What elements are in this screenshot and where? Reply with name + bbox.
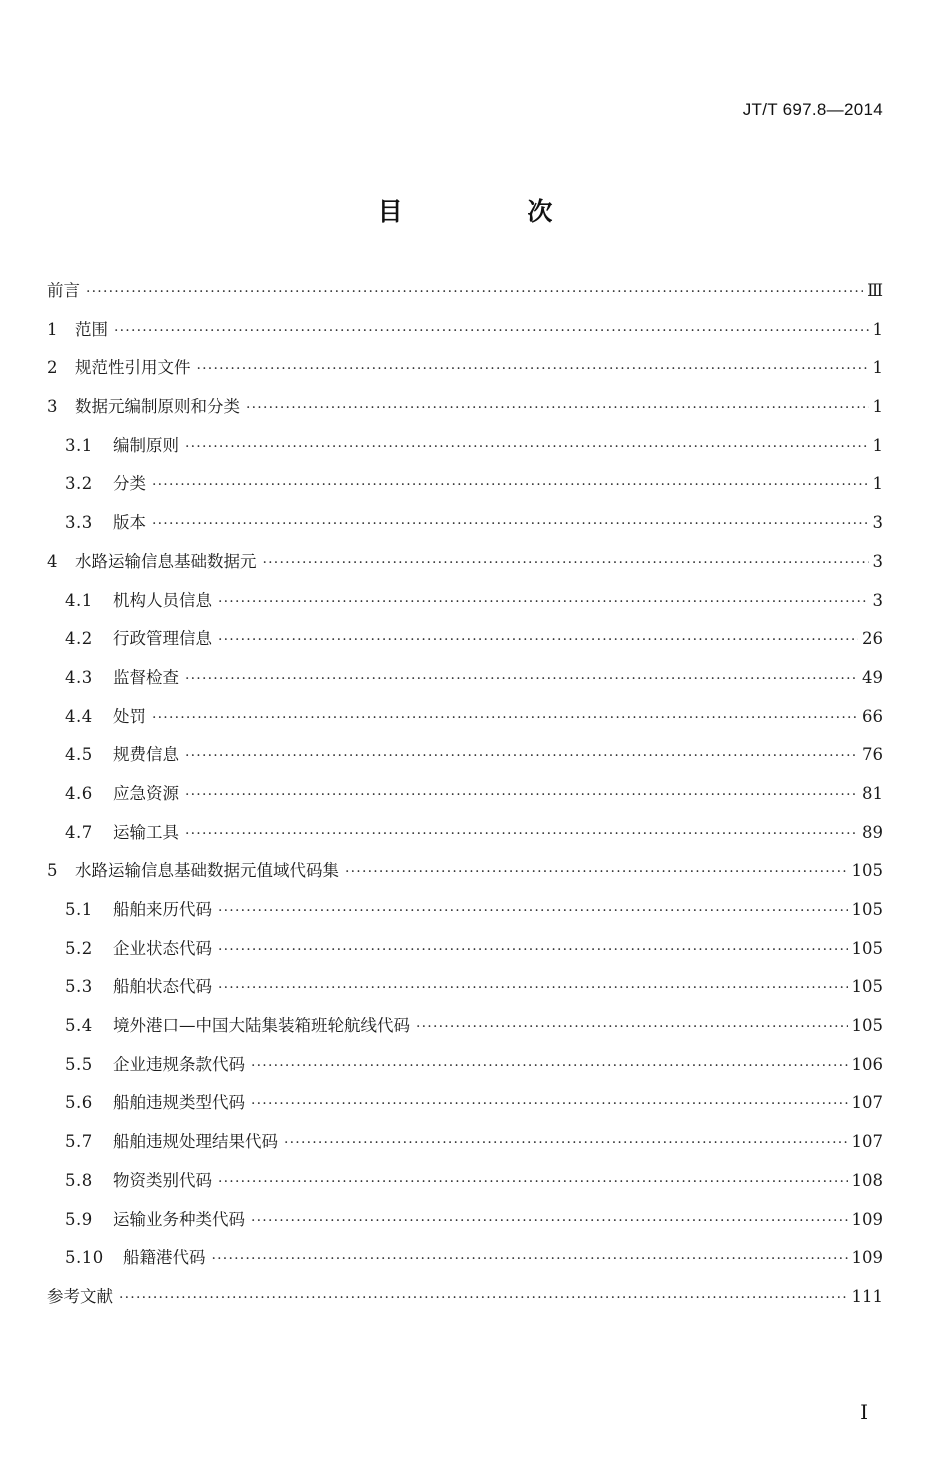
toc-entry-label: 船舶状态代码 [113, 977, 212, 997]
toc-entry[interactable] [47, 935, 883, 974]
toc-entry-number: 4 [47, 551, 58, 571]
toc-entry-number: 5.5 [65, 1054, 93, 1074]
toc-dot-leader [345, 864, 848, 880]
toc-entry-page: 3 [872, 513, 883, 533]
toc-entry-label: 船舶来历代码 [113, 900, 212, 919]
toc-entry-page: 3 [872, 551, 883, 571]
toc-entry-page: 105 [851, 938, 883, 958]
toc-dot-leader [152, 516, 869, 532]
toc-entry[interactable] [47, 664, 883, 703]
toc-entry-number: 5.3 [65, 977, 93, 997]
toc-dot-leader [284, 1135, 848, 1151]
toc-dot-leader [246, 400, 869, 416]
toc-entry-label: 规费信息 [113, 745, 179, 765]
toc-entry-number: 2 [47, 358, 58, 378]
toc-entry-number: 3.2 [65, 474, 93, 494]
document-code: JT/T 697.8—2014 [742, 100, 883, 119]
toc-entry-label: 运输工具 [113, 822, 179, 842]
toc-entry-page: 49 [862, 667, 883, 687]
toc-dot-leader [86, 284, 863, 300]
toc-entry-page: 105 [851, 1016, 883, 1036]
toc-entry-label: 行政管理信息 [113, 629, 212, 649]
toc-entry-number: 3.1 [65, 435, 93, 455]
toc-dot-leader [185, 826, 858, 842]
toc-dot-leader [251, 1058, 848, 1074]
toc-entry[interactable] [47, 819, 883, 858]
toc-dot-leader [251, 1213, 848, 1229]
toc-entry-page: 108 [851, 1170, 883, 1190]
toc-dot-leader [197, 361, 869, 377]
toc-entry-label: 物资类别代码 [113, 1170, 212, 1190]
toc-entry[interactable] [47, 857, 883, 896]
toc-entry-label: 规范性引用文件 [75, 358, 191, 378]
toc-entry-page: 109 [851, 1209, 883, 1229]
toc-entry-number: 1 [47, 319, 58, 339]
toc-entry[interactable] [47, 509, 883, 548]
toc-entry-number: 5.6 [65, 1093, 93, 1113]
toc-entry-label: 应急资源 [113, 783, 179, 803]
toc-entry-number: 5.8 [65, 1170, 93, 1190]
toc-entry[interactable] [47, 1128, 883, 1167]
toc-entry[interactable] [47, 470, 883, 509]
toc-entry-number: 5.9 [65, 1209, 93, 1229]
toc-entry[interactable] [47, 1244, 883, 1283]
toc-entry[interactable] [47, 393, 883, 432]
toc-dot-leader [152, 477, 869, 493]
toc-entry-page: 105 [851, 900, 883, 919]
toc-entry-label: 前言 [47, 281, 80, 300]
toc-entry-number: 5.1 [65, 900, 93, 919]
toc-entry-label: 企业违规条款代码 [113, 1054, 245, 1074]
toc-entry-number: 5.7 [65, 1132, 93, 1152]
toc-entry-label: 监督检查 [113, 667, 179, 687]
page-number: I [860, 1400, 868, 1424]
toc-entry-label: 境外港口—中国大陆集装箱班轮航线代码 [113, 1016, 410, 1036]
toc-entry[interactable] [47, 1012, 883, 1051]
toc-entry-page: 1 [872, 319, 883, 339]
toc-entry-label: 运输业务种类代码 [113, 1209, 245, 1229]
toc-entry-page: 66 [862, 706, 883, 726]
toc-dot-leader [218, 632, 858, 648]
toc-entry-page: 1 [872, 358, 883, 378]
toc-dot-leader [416, 1019, 848, 1035]
toc-entry-number: 4.7 [65, 822, 93, 842]
toc-entry-number: 4.4 [65, 706, 93, 726]
toc-entry-page: 89 [862, 822, 883, 842]
toc-entry-number: 3 [47, 397, 58, 417]
toc-dot-leader [114, 323, 869, 339]
toc-entry-label: 参考文献 [47, 1286, 113, 1306]
toc-entry[interactable] [47, 973, 883, 1012]
toc-entry-number: 5.10 [65, 1248, 104, 1268]
toc-entry-page: 81 [862, 783, 883, 803]
toc-entry[interactable] [47, 432, 883, 471]
toc-entry[interactable] [47, 703, 883, 742]
toc-entry-page: 26 [862, 629, 883, 649]
toc-entry-label: 处罚 [113, 706, 146, 726]
toc-entry-page: 1 [872, 435, 883, 455]
toc-entry[interactable] [47, 548, 883, 587]
page-title: 目 次 [377, 197, 611, 226]
toc-entry-page: 109 [851, 1248, 883, 1268]
toc-entry-number: 4.1 [65, 590, 93, 610]
toc-entry-number: 4.5 [65, 745, 93, 765]
toc-dot-leader [218, 1174, 848, 1190]
toc-dot-leader [263, 555, 869, 571]
toc-entry-number: 4.3 [65, 667, 93, 687]
toc-entry-label: 水路运输信息基础数据元 [75, 551, 257, 571]
toc-entry-page: 105 [851, 861, 883, 881]
toc-entry-label: 版本 [113, 513, 146, 533]
toc-entry-page: 107 [851, 1093, 883, 1113]
table-of-contents [47, 277, 883, 1322]
toc-entry-label: 船舶违规处理结果代码 [113, 1132, 278, 1152]
toc-entry[interactable] [47, 277, 883, 316]
toc-entry-label: 编制原则 [113, 435, 179, 455]
toc-entry-number: 5.4 [65, 1016, 93, 1036]
toc-dot-leader [218, 903, 848, 919]
toc-entry-page: 1 [872, 474, 883, 494]
toc-entry[interactable] [47, 1167, 883, 1206]
toc-dot-leader [152, 710, 858, 726]
toc-entry-page: Ⅲ [867, 281, 883, 300]
toc-entry-label: 机构人员信息 [113, 590, 212, 610]
toc-entry[interactable] [47, 1283, 883, 1322]
toc-entry-label: 船舶违规类型代码 [113, 1093, 245, 1113]
toc-dot-leader [119, 1290, 848, 1306]
toc-entry[interactable] [47, 316, 883, 355]
toc-dot-leader [185, 787, 858, 803]
toc-entry-page: 111 [851, 1286, 883, 1306]
toc-entry-page: 1 [872, 397, 883, 417]
toc-entry-label: 分类 [113, 474, 146, 494]
toc-entry-page: 76 [862, 745, 883, 765]
toc-dot-leader [251, 1096, 848, 1112]
toc-dot-leader [185, 439, 869, 455]
toc-entry[interactable] [47, 1051, 883, 1090]
toc-dot-leader [218, 942, 848, 958]
toc-entry-number: 4.2 [65, 629, 93, 649]
toc-entry-label: 水路运输信息基础数据元值域代码集 [75, 861, 339, 881]
toc-entry[interactable] [47, 354, 883, 393]
toc-entry[interactable] [47, 896, 883, 935]
toc-dot-leader [185, 671, 858, 687]
toc-entry[interactable] [47, 741, 883, 780]
toc-entry[interactable] [47, 625, 883, 664]
toc-entry-number: 5.2 [65, 938, 93, 958]
toc-entry-label: 企业状态代码 [113, 938, 212, 958]
toc-entry-number: 4.6 [65, 783, 93, 803]
toc-entry[interactable] [47, 1089, 883, 1128]
toc-entry-label: 船籍港代码 [123, 1248, 206, 1268]
toc-entry[interactable] [47, 780, 883, 819]
toc-entry-page: 3 [872, 590, 883, 610]
toc-dot-leader [218, 980, 848, 996]
toc-entry[interactable] [47, 1206, 883, 1245]
toc-entry-label: 范围 [75, 319, 108, 339]
toc-entry-number: 3.3 [65, 513, 93, 533]
toc-dot-leader [212, 1251, 848, 1267]
toc-entry[interactable] [47, 587, 883, 626]
toc-dot-leader [185, 748, 858, 764]
toc-entry-label: 数据元编制原则和分类 [75, 397, 240, 417]
toc-entry-page: 107 [851, 1132, 883, 1152]
toc-entry-page: 105 [851, 977, 883, 997]
toc-entry-page: 106 [851, 1054, 883, 1074]
toc-dot-leader [218, 594, 869, 610]
toc-entry-number: 5 [47, 861, 58, 881]
